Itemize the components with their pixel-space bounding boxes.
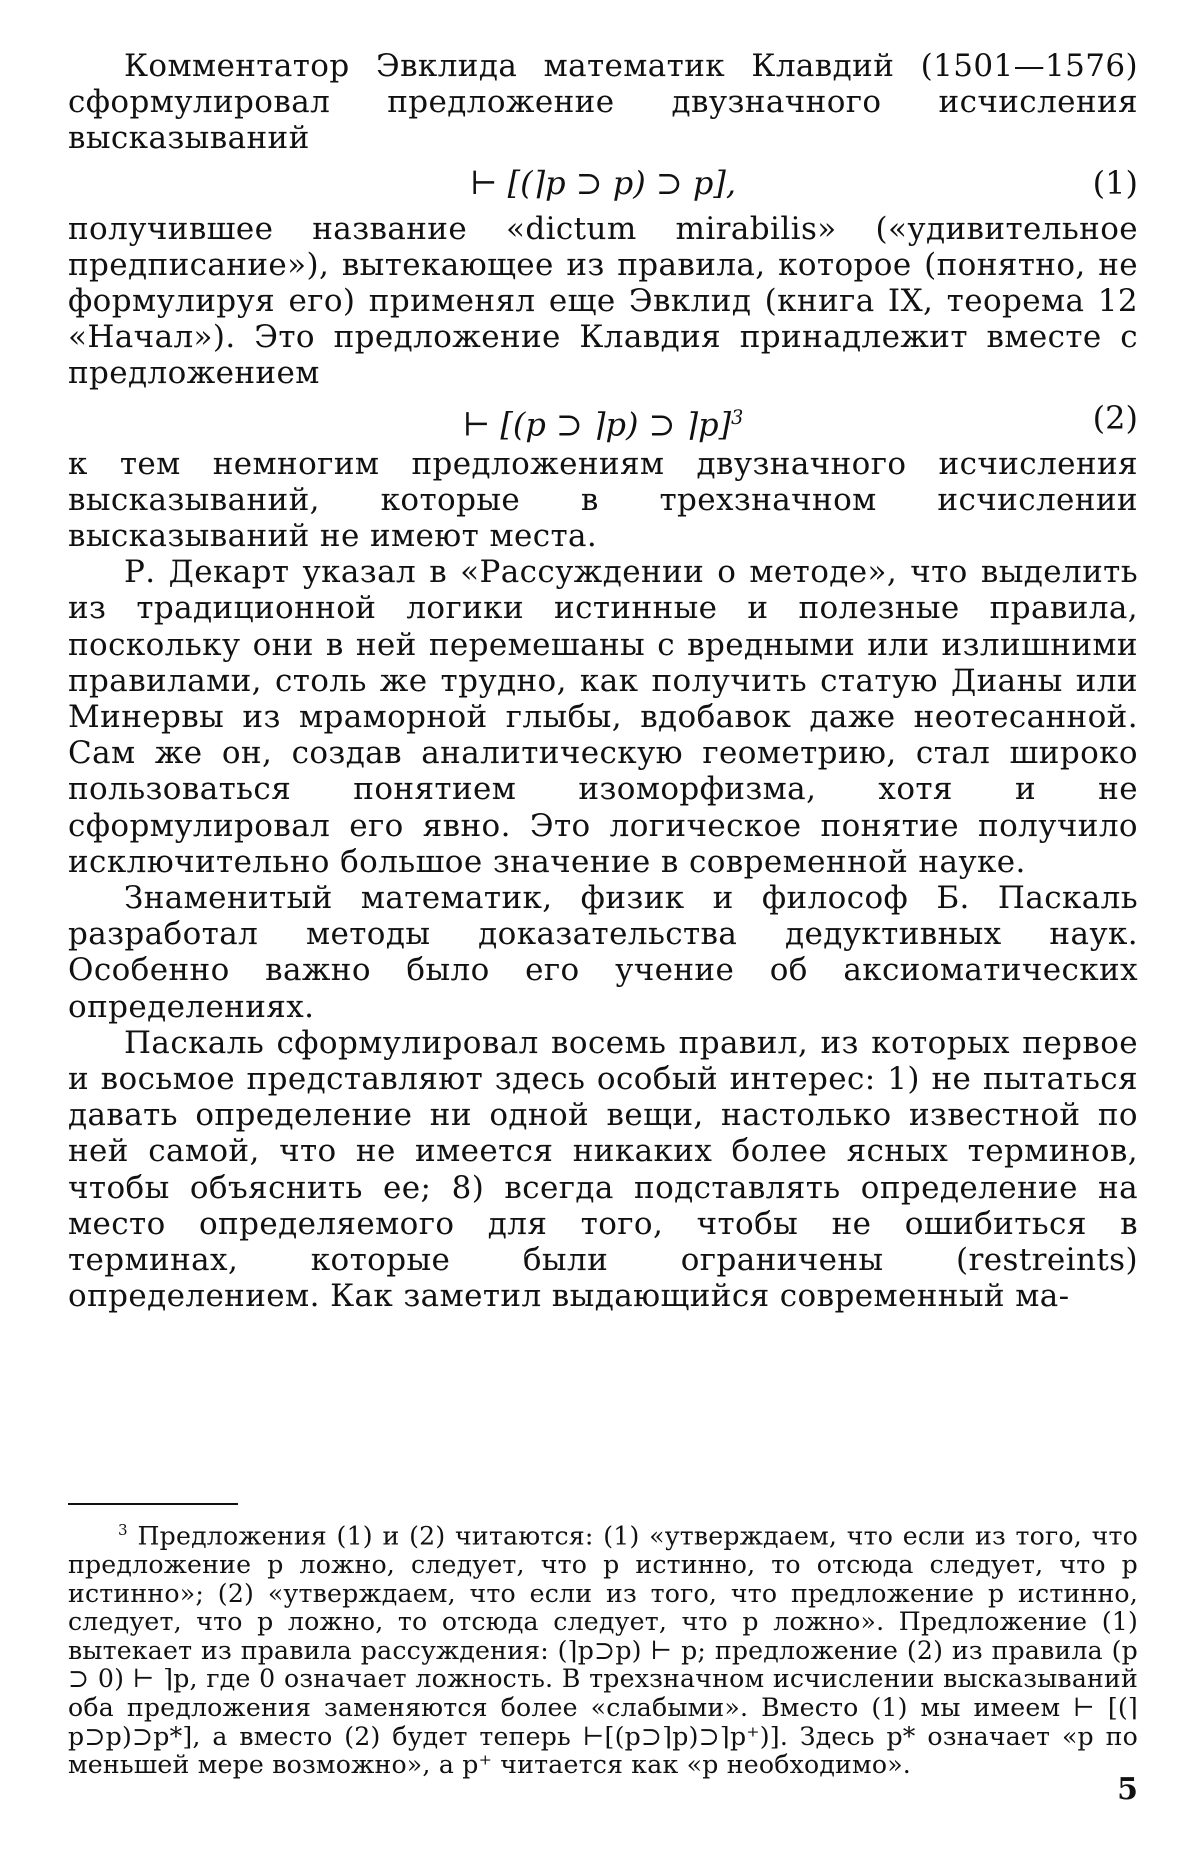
- formula-2: [68, 396, 1138, 444]
- footnote-marker: 3: [118, 1521, 128, 1539]
- paragraph-pascal-methods: Знаменитый математик, физик и философ Б. Паскаль разработал методы доказательства дедуктивных наук. Особенно важно было его учение об аксиоматических определениях.: [68, 880, 1138, 1025]
- formula-2-number: (2): [1092, 398, 1138, 437]
- formula-1-number: (1): [1092, 163, 1138, 202]
- paragraph-pascal-rules: Паскаль сформулировал восемь правил, из которых первое и восьмое представляют здесь особый интерес: 1) не пытаться давать определение ни одной вещи, настолько известной по ней самой, что не имеется никаких более ясных терминов, чтобы объяснить ее; 8) всегда подставлять определение на место определяемого для того, чтобы не ошибиться в терминах, которые были ограничены (restreints) определением. Как заметил выдающийся современный ма-: [68, 1024, 1138, 1315]
- paragraph-descartes: Р. Декарт указал в «Рассуждении о методе», что выделить из традиционной логики истинные и полезные правила, поскольку они в ней перемешаны с вредными или излишними правилами, столь же трудно, как получить статую Дианы или Минервы из мраморной глыбы, вдобавок даже неотесанной. Сам же он, создав аналитическую геометрию, стал широко пользоваться понятием изоморфизма, хотя и не сформулировал его явно. Это логическое понятие получило исключительно большое значение в современной науке.: [68, 554, 1138, 880]
- footnote-reference-3: 3: [731, 405, 744, 429]
- footnote-divider: [68, 1503, 238, 1505]
- formula-2-expression: ⊢ [(p ⊃ ⌉p) ⊃ ⌉p]: [462, 405, 732, 444]
- formula-2-expression-wrap: [68, 396, 1138, 447]
- paragraph-klavdiy: Комментатор Эвклида математик Клавдий (1501—1576) сформулировал предложение двузначного исчисления высказываний: [68, 48, 1138, 157]
- page-body: [68, 48, 1138, 1315]
- page-number: 5: [1117, 1772, 1138, 1807]
- footnote-3: [68, 1516, 1138, 1780]
- footnote-text: Предложения (1) и (2) читаются: (1) «утверждаем, что если из того, что предложение p ложно, следует, что p истинно, то отсюда следует, что p истинно»; (2) «утверждаем, что если из того, что предложение p истинно, следует, что p ложно, то отсюда следует, что p ложно». Предложение (1) вытекает из правила рассуждения: (⌉p⊃p) ⊢ p; предложение (2) из правила (p ⊃ 0) ⊢ ⌉p, где 0 означает ложность. В трехзначном исчислении высказываний оба предложения заменяются более «слабыми». Вместо (1) мы имеем ⊢ [(⌉p⊃p)⊃p*], а вместо (2) будет теперь ⊢[(p⊃⌉p)⊃⌉p⁺)]. Здесь p* означает «p по меньшей мере возможно», а p⁺ читается как «p необходимо».: [68, 1521, 1138, 1780]
- paragraph-dictum-mirabilis: получившее название «dictum mirabilis» («удивительное предписание»), вытекающее из правила, которое (понятно, не формулируя его) применял еще Эвклид (книга IX, теорема 12 «Начал»). Это предложение Клавдия принадлежит вместе с предложением: [68, 210, 1138, 392]
- formula-1-expression: ⊢ [(⌉p ⊃ p) ⊃ p],: [469, 163, 737, 202]
- paragraph-trivalent: к тем немногим предложениям двузначного исчисления высказываний, которые в трехзначном исчислении высказываний не имеют места.: [68, 445, 1138, 555]
- formula-1: [68, 161, 1138, 205]
